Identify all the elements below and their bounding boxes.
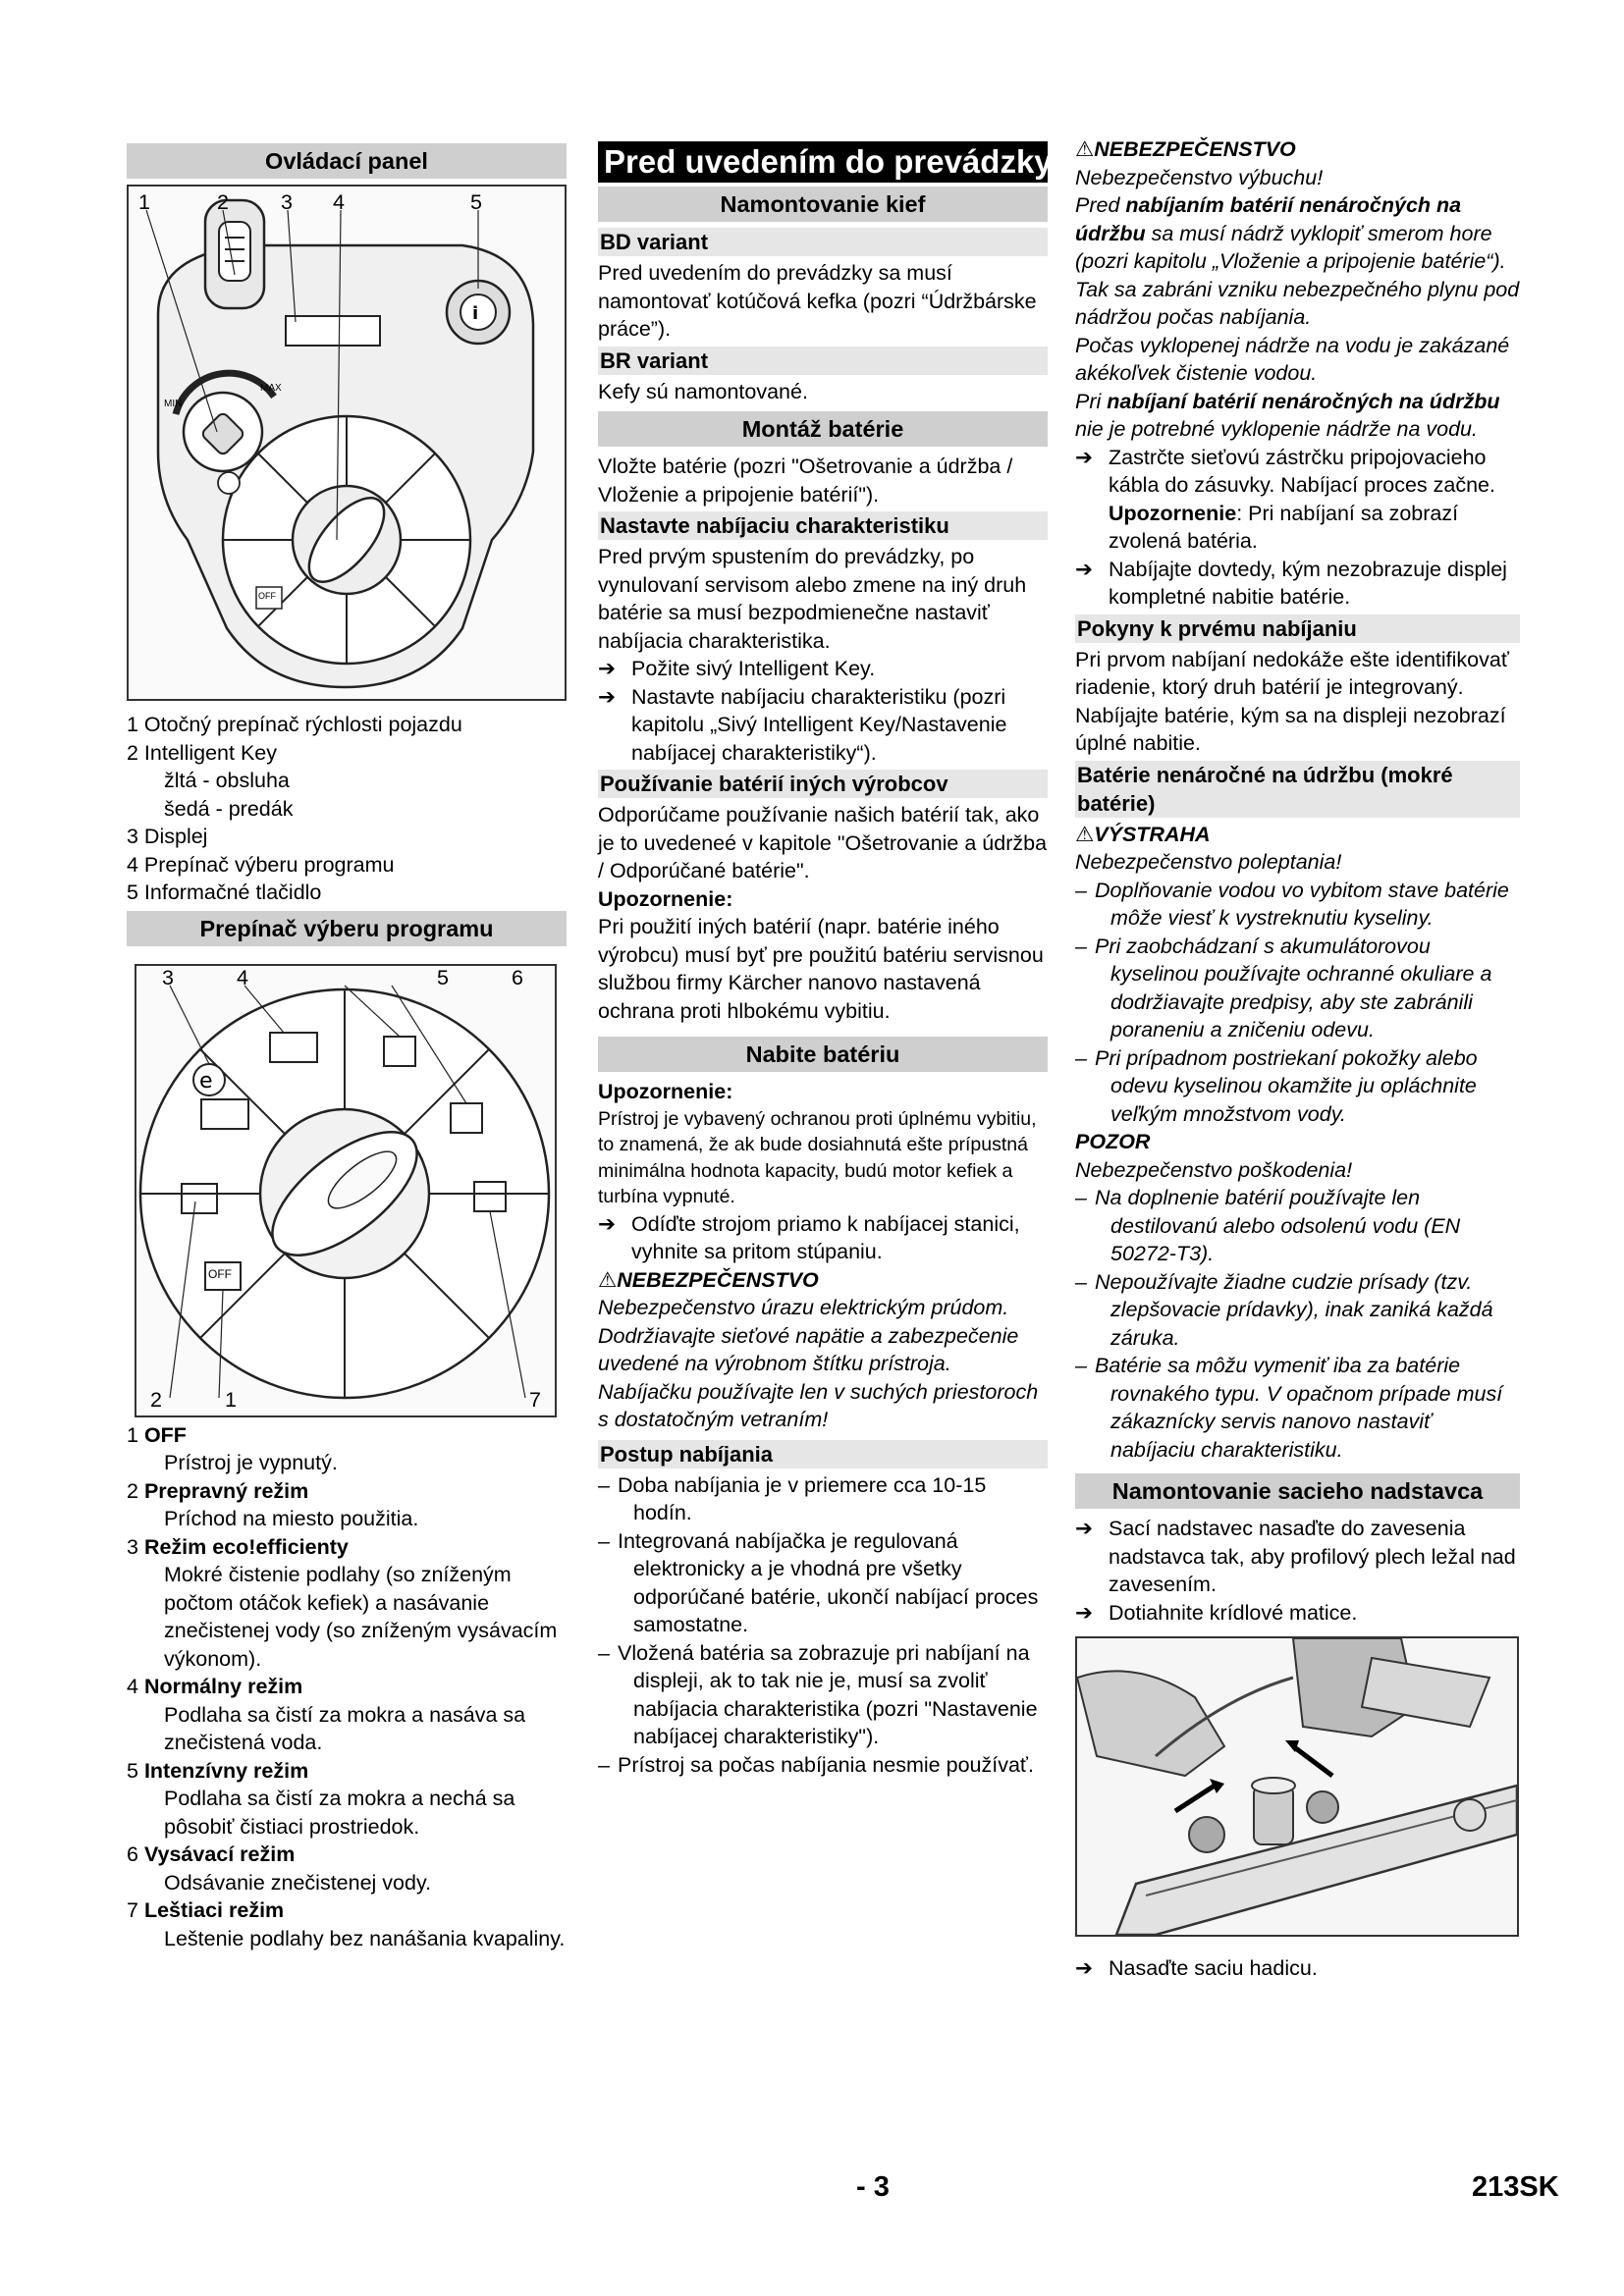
danger-sub-3: Nebezpečenstvo výbuchu! [1075, 165, 1324, 189]
danger-label-3: ⚠NEBEZPEČENSTVO [1075, 137, 1296, 161]
fig2-label-5: 5 [437, 965, 449, 989]
caution-item: – Na doplnenie batérií používajte len destilovanú alebo odsolenú vodu (EN 50272-T3). [1075, 1186, 1461, 1265]
fig2-label-1: 1 [225, 1387, 237, 1412]
step-suction-1: ➔ Sací nadstavec nasaďte do zavesenia nadstavca tak, aby profilový plech ležal nad zavesením. [1075, 1517, 1516, 1596]
column-1 [127, 137, 567, 1952]
dash-icon: – [598, 1472, 610, 1497]
caution-item: – Batérie sa môžu vymeniť iba za batérie rovnakého typu. V opačnom prípade musí zákaznícky servis nanovo nastaviť nabíjaciu charakteristiku. [1075, 1354, 1503, 1462]
heading-program-selector: Prepínač výberu programu [127, 911, 567, 946]
warning-sub: Nebezpečenstvo poleptania! [1075, 850, 1342, 874]
heading-suction: Namontovanie sacieho nadstavca [1075, 1473, 1520, 1509]
program-legend-item-1: 1 OFF [127, 1422, 187, 1447]
warning-item: – Doplňovanie vodou vo vybitom stave batérie môže viesť k vystreknutiu kyseliny. [1075, 878, 1509, 930]
danger-paragraph-2: Počas vyklopenej nádrže na vodu je zakázané akékoľvek čistenie vodou. [1075, 333, 1510, 385]
subheading-procedure: Postup nabíjania [598, 1440, 1048, 1468]
fig1-min: MIN [164, 399, 183, 409]
subheading-bd: BD variant [598, 228, 1048, 256]
program-selector-figure [135, 964, 557, 1417]
note-label: Upozornenie: [598, 886, 733, 911]
paragraph-battery: Vložte batérie (pozri "Ošetrovanie a údržba / Vloženie a pripojenie batérií"). [598, 454, 1013, 507]
caution-item: – Nepoužívajte žiadne cudzie prísady (tzv. zlepšovacie prídavky), inak zaniká každá záruka. [1075, 1269, 1493, 1350]
program-legend-item-4: 4 Normálny režim [127, 1675, 303, 1698]
dash-icon: – [598, 1640, 610, 1665]
fig2-off: OFF [208, 1266, 232, 1281]
control-panel-legend [127, 711, 567, 907]
fig1-label-3: 3 [281, 190, 293, 214]
heading-battery: Montáž batérie [598, 411, 1048, 447]
program-legend-item-6: 6 Vysávací režim [127, 1842, 296, 1866]
program-legend-item-3: 3 Režim eco!efficienty [127, 1534, 349, 1559]
program-selector-drawing [136, 966, 555, 1415]
subheading-wet-batteries: Batérie nenáročné na údržbu (mokré batérie) [1075, 761, 1520, 818]
dash-icon: – [598, 1752, 610, 1777]
paragraph-br: Kefy sú namontované. [598, 379, 808, 403]
danger-text: Nebezpečenstvo úrazu elektrickým prúdom. Dodržiavajte sieťové napätie a zabezpečenie uvedené na výrobnom štítku prístroja. [598, 1296, 1019, 1375]
danger-text-2: Nabíjačku používajte len v suchých priestoroch s dostatočným vetraním! [598, 1379, 1039, 1431]
danger-label: ⚠NEBEZPEČENSTVO [598, 1267, 819, 1292]
step-plug: ➔ Zastrčte sieťovú zástrčku pripojovacieho kábla do zásuvky. Nabíjací proces začne. [1075, 445, 1495, 497]
dash-icon: – [1075, 934, 1087, 958]
arrow-icon: ➔ [1075, 1517, 1094, 1540]
fig2-label-2: 2 [150, 1387, 162, 1412]
legend1-item: šedá - predák [164, 796, 294, 821]
fig1-label-5: 5 [470, 190, 482, 214]
suction-photo-drawing [1077, 1638, 1517, 1935]
danger-paragraph-1: Pred nabíjaním batérií nenáročných na údržbu sa musí nádrž vyklopiť smerom hore (pozri kapitolu „Vloženie a pripojenie batérie“). Tak sa zabráni vzniku nebezpečného plynu pod nádržou počas nabíjania. [1075, 193, 1520, 329]
page-title: Pred uvedením do prevádzky [598, 141, 1048, 183]
subheading-br: BR variant [598, 347, 1048, 375]
svg-text:i: i [472, 303, 479, 324]
program-legend-text: Mokré čistenie podlahy (so zníženým počtom otáčok kefiek) a nasávanie znečistenej vody (so zníženým vysávacím výkonom). [164, 1563, 558, 1671]
paragraph-bd: Pred uvedením do prevádzky sa musí namontovať kotúčová kefka (pozri “Údržbárske práce”). [598, 261, 1037, 341]
page-code: 213SK [1472, 2171, 1559, 2203]
step-suction-2: ➔ Dotiahnite krídlové matice. [1075, 1599, 1520, 1628]
program-legend-item-5: 5 Intenzívny režim [127, 1758, 309, 1783]
program-legend-text: Podlaha sa čistí za mokra a nechá sa pôsobiť čistiaci prostriedok. [164, 1787, 515, 1839]
dash-icon: – [1075, 878, 1087, 902]
fig1-label-4: 4 [333, 190, 345, 214]
legend1-item: 5 Informačné tlačidlo [127, 881, 322, 904]
control-panel-drawing [129, 187, 565, 699]
paragraph-other: Odporúčame používanie našich batérií tak, ako je to uvedeneé v kapitole "Ošetrovanie a údržba / Odporúčané batérie". [598, 803, 1048, 882]
page-number: - 3 [856, 2171, 890, 2203]
paragraph-charge-char: Pred prvým spustením do prevádzky, po vynulovaní servisom alebo zmene na iný druh batérie sa musí bezpodmienečne nastaviť nabíjacia charakteristika. [598, 545, 1027, 653]
step-until: ➔ Nabíjajte dovtedy, kým nezobrazuje displej kompletné nabitie batérie. [1075, 557, 1507, 609]
arrow-icon: ➔ [598, 1211, 617, 1236]
fig2-label-6: 6 [512, 965, 523, 989]
arrow-icon: ➔ [1075, 1600, 1094, 1625]
fig1-label-1: 1 [138, 190, 150, 214]
program-legend-item-7: 7 Leštiaci režim [127, 1898, 285, 1922]
fig1-off: OFF [258, 591, 276, 601]
subheading-other-batteries: Používanie batérií iných výrobcov [598, 770, 1048, 798]
arrow-icon: ➔ [1075, 557, 1094, 581]
note-label-2: Upozornenie: [598, 1080, 733, 1103]
fig1-label-2: 2 [217, 190, 229, 214]
arrow-icon: ➔ [598, 657, 617, 680]
heading-charge: Nabite batériu [598, 1037, 1048, 1072]
program-legend [127, 1421, 567, 1953]
program-legend-text: Podlaha sa čistí za mokra a nasáva sa znečistená voda. [164, 1702, 526, 1754]
heading-brushes: Namontovanie kief [598, 187, 1048, 222]
fig1-max: MAX [260, 383, 282, 394]
control-panel-figure [127, 185, 567, 701]
dash-icon: – [1075, 1045, 1087, 1070]
procedure-item: – Vložená batéria sa zobrazuje pri nabíjaní na displeji, ak to tak nie je, musí sa zvoliť nabíjacia charakteristika (pozri "Nastavenie nabíjacej charakteristiky"). [598, 1640, 1038, 1748]
procedure-item: – Doba nabíjania je v priemere cca 10-15 hodín. [598, 1472, 987, 1524]
arrow-icon: ➔ [1075, 1956, 1094, 1980]
legend1-item: 2 Intelligent Key [127, 740, 277, 765]
legend1-item: 3 Displej [127, 825, 208, 848]
arrow-icon: ➔ [1075, 445, 1094, 469]
dash-icon: – [1075, 1354, 1087, 1377]
legend1-item: 1 Otočný prepínač rýchlosti pojazdu [127, 713, 462, 736]
heading-control-panel: Ovládací panel [127, 143, 567, 179]
paragraph-charge-note: Prístroj je vybavený ochranou proti úplnému vybitiu, to znamená, že ak bude dosiahnutá ešte prípustná minimálna hodnota kapacity, budú motor kefiek a turbína vypnuté. [598, 1107, 1037, 1207]
fig2-label-4: 4 [237, 965, 248, 989]
fig2-label-3: 3 [162, 965, 174, 989]
warning-item: – Pri prípadnom postriekaní pokožky alebo odevu kyselinou okamžite ju opláchnite veľkým množstvom vody. [1075, 1045, 1478, 1126]
step-key: ➔ Požite sivý Intelligent Key. [598, 655, 1048, 683]
warning-item: – Pri zaobchádzaní s akumulátorovou kyselinou používajte ochranné okuliare a dodržiavajte predpisy, aby ste zabránili poraneniu a zničeniu odevu. [1075, 934, 1492, 1041]
danger-paragraph-3: Pri nabíjaní batérií nenáročných na údržbu nie je potrebné vyklopenie nádrže na vodu. [1075, 389, 1500, 441]
program-legend-text: Prístroj je vypnutý. [164, 1451, 338, 1474]
legend1-item: žltá - obsluha [164, 769, 290, 792]
paragraph-other-note: Pri použití iných batérií (napr. batérie iného výrobcu) musí byť pre použitú batériu servisnou službou firmy Kärcher nanovo nastavená ochrana proti hlbokému vybitiu. [598, 915, 1044, 1023]
procedure-item: – Prístroj sa počas nabíjania nesmie používať. [598, 1751, 1048, 1780]
fig2-label-7: 7 [529, 1387, 541, 1412]
svg-text:e: e [199, 1068, 213, 1094]
dash-icon: – [598, 1528, 610, 1553]
program-legend-text: Leštenie podlahy bez nanášania kvapaliny. [164, 1926, 566, 1950]
step-set: ➔ Nastavte nabíjaciu charakteristiku (pozri kapitolu „Sivý Intelligent Key/Nastavenie nabíjacej charakteristiky“). [598, 684, 1007, 765]
legend1-item: 4 Prepínač výberu programu [127, 852, 395, 877]
procedure-item: – Integrovaná nabíjačka je regulovaná elektronicky a je vhodná pre všetky odporúčané batérie, ukončí nabíjací proces samostatne. [598, 1528, 1039, 1636]
caution-label: POZOR [1075, 1130, 1151, 1153]
dash-icon: – [1075, 1186, 1087, 1209]
program-legend-item-2: 2 Prepravný režim [127, 1478, 309, 1503]
program-legend-text: Odsávanie znečistenej vody. [164, 1870, 432, 1895]
step-suction-3: ➔ Nasaďte saciu hadicu. [1075, 1954, 1520, 1983]
step-drive: ➔ Odíďte strojom priamo k nabíjacej stanici, vyhnite sa pritom stúpaniu. [598, 1211, 1020, 1263]
column-2 [598, 141, 1053, 1779]
caution-sub: Nebezpečenstvo poškodenia! [1075, 1157, 1353, 1182]
subheading-first-charge: Pokyny k prvému nabíjaniu [1075, 614, 1520, 643]
arrow-icon: ➔ [598, 684, 617, 709]
program-legend-text: Príchod na miesto použitia. [164, 1507, 419, 1530]
suction-photo [1075, 1636, 1519, 1937]
dash-icon: – [1075, 1269, 1087, 1294]
note-plug: Upozornenie: Pri nabíjaní sa zobrazí zvolená batéria. [1109, 501, 1459, 553]
subheading-charge-char: Nastavte nabíjaciu charakteristiku [598, 511, 1048, 540]
column-3 [1075, 135, 1520, 1983]
warning-label: ⚠VÝSTRAHA [1075, 822, 1211, 846]
paragraph-first-charge: Pri prvom nabíjaní nedokáže ešte identifikovať riadenie, ktorý druh batérií je integrovaný. Nabíjajte batérie, kým sa na displeji nezobrazí úplné nabitie. [1075, 647, 1509, 755]
